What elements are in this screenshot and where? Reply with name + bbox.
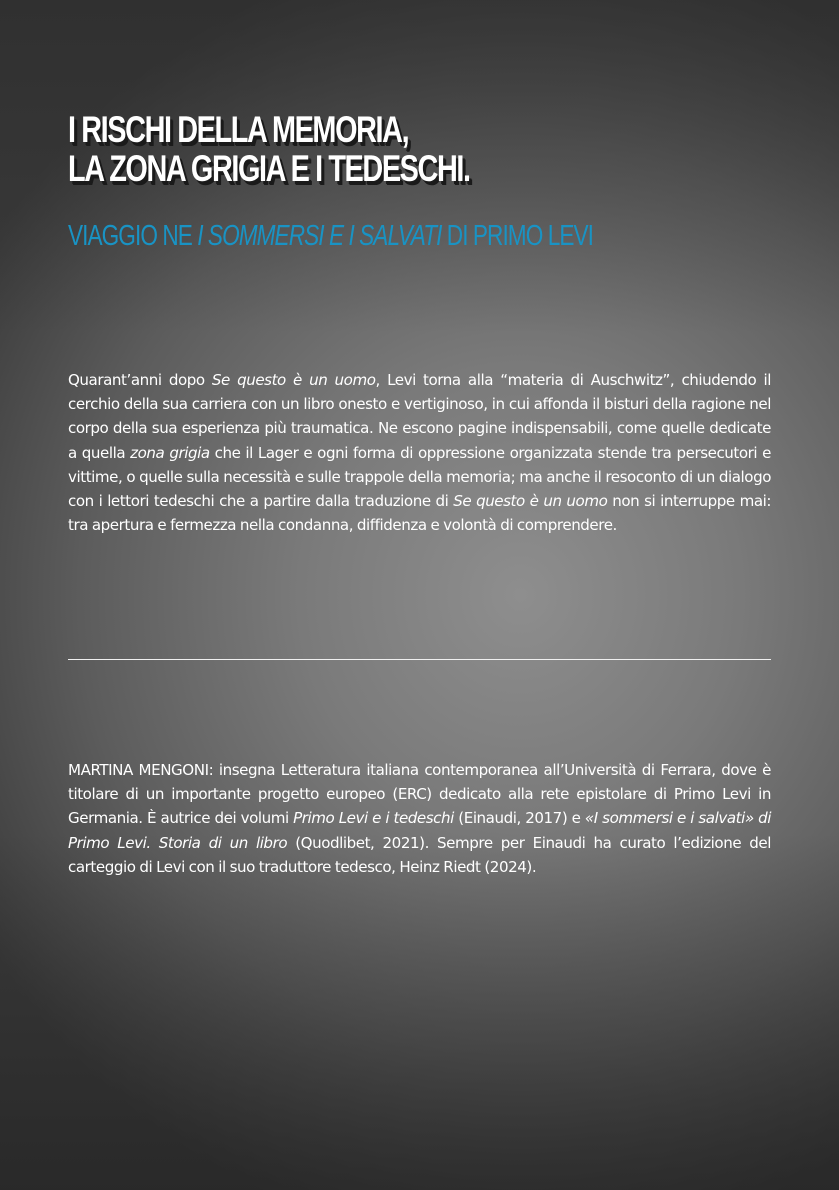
blurb-text: non si interruppe mai: tra apertura e fermezza nella condanna, diffidenza e volontà di comprendere.	[68, 492, 771, 535]
blurb-paragraph	[68, 368, 771, 537]
bio-text: (Einaudi, 2017) e	[453, 809, 585, 828]
book-title	[68, 110, 630, 188]
bio-text: (Quodlibet, 2021). Sempre per Einaudi ha curato l’edizione del carteggio di Levi con il suo traduttore tedesco, Heinz Riedt (2024).	[68, 833, 771, 876]
book-subtitle	[68, 219, 630, 253]
subtitle-prefix: VIAGGIO NE	[68, 220, 198, 252]
blurb-text: che il Lager e ogni forma di oppressione organizzata stende tra persecutori e vittime, o quelle sulla necessità e sulle trappole della memoria; ma anche il resoconto di un dialogo con i lettori tedeschi che a partire dalla traduzione di	[68, 443, 771, 511]
subtitle-work-title: I SOMMERSI E I SALVATI	[197, 220, 442, 252]
blurb-text: , Levi torna alla “materia di Auschwitz”, chiudendo il cerchio della sua carriera con un libro onesto e vertiginoso, in cui affonda il bisturi della ragione nel corpo della sua esperienza più traumatica. Ne escono pagine indispensabili, come quelle dedicate a quella	[68, 371, 771, 462]
blurb-italic-title: Se questo è un uomo	[453, 492, 608, 511]
blurb-italic-term: zona grigia	[130, 443, 210, 462]
blurb-italic-title: Se questo è un uomo	[211, 371, 376, 389]
book-title-line-2: LA ZONA GRIGIA E I TEDESCHI.	[68, 148, 470, 189]
book-title-line-1: I RISCHI DELLA MEMORIA,	[68, 109, 409, 150]
subtitle-suffix: DI PRIMO LEVI	[441, 220, 594, 252]
bio-italic-title: Primo Levi e i tedeschi	[293, 809, 454, 828]
bio-text: MARTINA MENGONI: insegna Letteratura italiana contemporanea all’Università di Ferrara, dove è titolare di un importante progetto europeo (ERC) dedicato alla rete epistolare di Primo Levi in Germania. È autrice dei volumi	[68, 761, 771, 828]
bio-italic-title: «I sommersi e i salvati» di Primo Levi. Storia di un libro	[68, 809, 771, 852]
blurb-text: Quarant’anni dopo	[68, 371, 212, 389]
author-bio-paragraph	[68, 758, 771, 879]
section-divider	[68, 659, 771, 660]
